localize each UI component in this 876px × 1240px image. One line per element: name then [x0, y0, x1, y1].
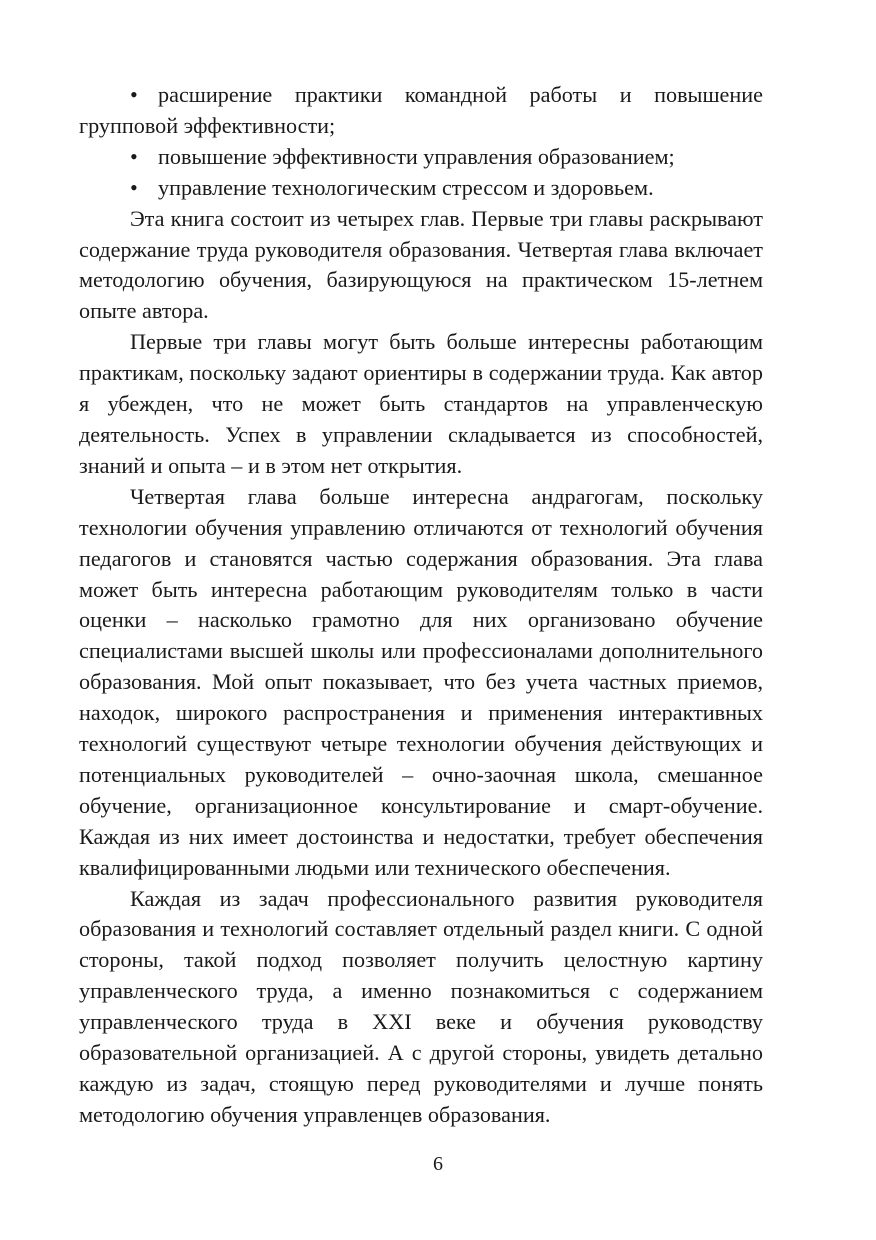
bullet-mark: • — [130, 82, 138, 107]
paragraph: Эта книга состоит из четырех глав. Первые три главы раскрывают содержание труда руководителя образования. Четвертая глава включает методологию обучения, базирующуюся на практическом 15-летнем опыте автора. — [79, 205, 763, 324]
page-body — [79, 80, 763, 1131]
paragraph: Первые три главы могут быть больше интересны работающим практикам, поскольку задают ориентиры в содержании труда. Как автор я убежден, что не может быть стандартов на управленческую деятельность. Успех в управлении складывается из способностей, знаний и опыта – и в этом нет открытия. — [79, 329, 763, 478]
bullet-item — [79, 142, 763, 173]
paragraph: Каждая из задач профессионального развития руководителя образования и технологий составляет отдельный раздел книги. С одной стороны, такой подход позволяет получить целостную картину управленческого труда, а именно познакомиться с содержанием управленческого труда в XXI веке и обучения руководству образовательной организацией. А с другой стороны, увидеть детально каждую из задач, стоящую перед руководителями и лучше понять методологию обучения управленцев образования. — [79, 885, 763, 1127]
bullet-item — [79, 173, 763, 204]
bullet-text: управление технологическим стрессом и здоровьем. — [158, 174, 654, 200]
bullet-text: расширение практики командной работы и повышение групповой эффективности; — [79, 82, 763, 138]
bullet-text: повышение эффективности управления образованием; — [158, 143, 675, 169]
bullet-mark: • — [130, 143, 138, 169]
paragraph: Четвертая глава больше интересна андрагогам, поскольку технологии обучения управлению отличаются от технологий обучения педагогов и становятся частью содержания образования. Эта глава может быть интересна работающим руководителям только в части оценки – насколько грамотно для них организовано обучение специалистами высшей школы или профессионалами дополнительного образования. Мой опыт показывает, что без учета частных приемов, находок, широкого распространения и применения интерактивных технологий существуют четыре технологии обучения действующих и потенциальных руководителей – очно-заочная школа, смешанное обучение, организационное консультирование и смарт-обучение. Каждая из них имеет достоинства и недостатки, требует обеспечения квалифицированными людьми или технического обеспечения. — [79, 483, 763, 880]
bullet-item — [79, 80, 763, 142]
page-number: 6 — [433, 1153, 443, 1175]
bullet-mark: • — [130, 174, 138, 200]
